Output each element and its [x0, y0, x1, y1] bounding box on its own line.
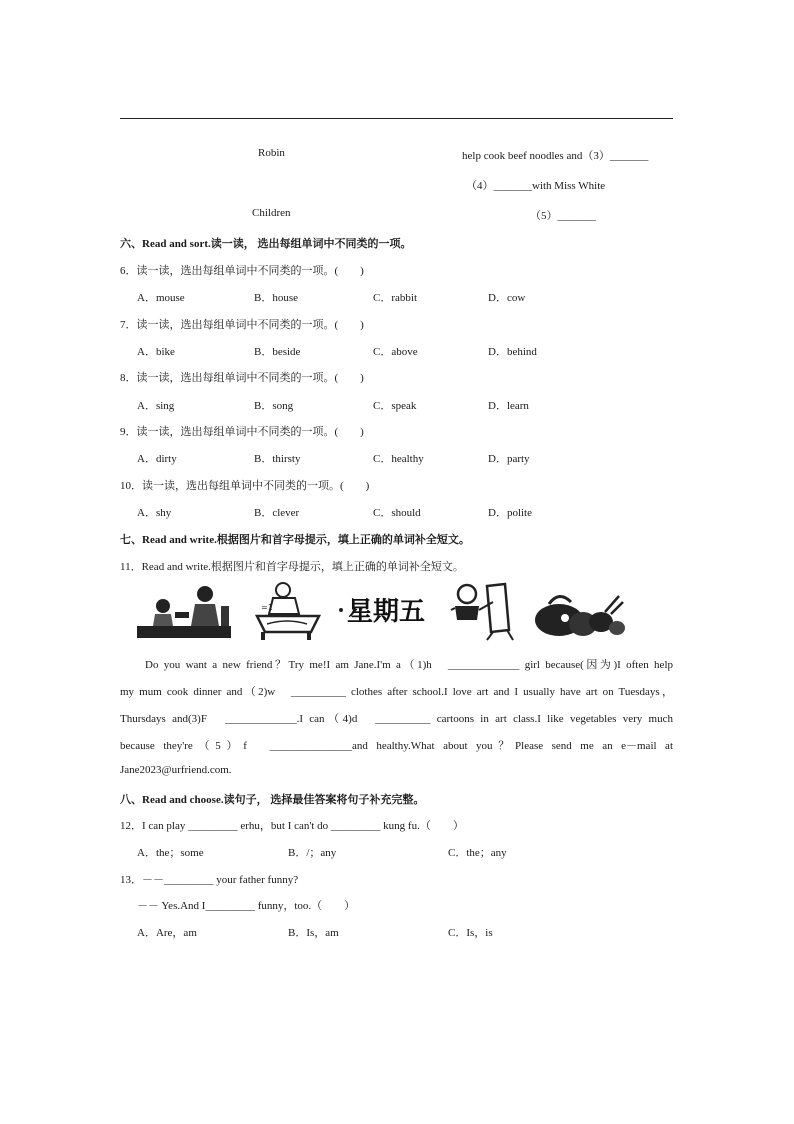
- q9-option-c: C．healthy: [373, 453, 424, 465]
- q6-option-b: B．house: [254, 292, 298, 304]
- q12-option-c: C．the；any: [448, 847, 507, 859]
- q10-option-b: B．clever: [254, 507, 300, 519]
- picture-clues-strip: [135, 580, 635, 642]
- q13-option-a: A．Are，am: [137, 927, 197, 939]
- table-cell-robin-task: help cook beef noodles and（3）_______: [462, 150, 649, 162]
- question-9-stem: 9．读一读，选出每组单词中不同类的一项。( ): [120, 426, 364, 438]
- question-12-stem: 12．I can play _________ erhu，but I can't do _________ kung fu.（ ）: [120, 820, 464, 832]
- header-rule: [120, 118, 673, 119]
- question-10-stem: 10．读一读，选出每组单词中不同类的一项。( ): [120, 480, 370, 492]
- question-13-reply: －－ Yes.And I_________ funny，too.（ ）: [137, 900, 356, 912]
- q7-option-a: A．bike: [137, 346, 175, 358]
- table-cell-children-task: （5）_______: [530, 210, 596, 222]
- q12-option-a: A．the；some: [137, 847, 204, 859]
- friday-label: 星期五: [347, 597, 426, 627]
- q7-option-d: D．behind: [488, 346, 537, 358]
- q7-option-c: C．above: [373, 346, 418, 358]
- drawing-picture-icon: [447, 580, 517, 642]
- cooking-picture-icon: [135, 582, 235, 642]
- question-11-stem: 11．Read and write.根据图片和首字母提示，填上正确的单词补全短文。: [120, 561, 464, 573]
- question-13-stem: 13．－－_________ your father funny?: [120, 874, 299, 886]
- washing-clothes-picture-icon: [247, 580, 327, 642]
- q13-option-b: B．Is，am: [288, 927, 339, 939]
- q7-option-b: B．beside: [254, 346, 301, 358]
- q6-option-a: A．mouse: [137, 292, 185, 304]
- table-cell-miss-white: （4）_______with Miss White: [466, 180, 606, 192]
- passage-line-1: Do you want a new friend？Try me!I am Jane.I'm a（1)h _____________ girl because(因为)I often help: [145, 659, 673, 671]
- q8-option-a: A．sing: [137, 400, 175, 412]
- q9-option-d: D．party: [488, 453, 530, 465]
- q12-option-b: B．/；any: [288, 847, 337, 859]
- table-cell-children: Children: [252, 207, 291, 219]
- section6-heading: 六、Read and sort.读一读， 选出每组单词中不同类的一项。: [120, 238, 412, 250]
- section7-heading: 七、Read and write.根据图片和首字母提示，填上正确的单词补全短文。: [120, 534, 470, 546]
- q8-option-b: B．song: [254, 400, 294, 412]
- friday-picture-icon: [335, 590, 427, 630]
- q6-option-d: D．cow: [488, 292, 526, 304]
- q10-option-a: A．shy: [137, 507, 172, 519]
- q8-option-c: C．speak: [373, 400, 417, 412]
- passage-line-3: Thursdays and(3)F _____________.I can（4)d __________ cartoons in art class.I like vegetables very much: [120, 713, 673, 725]
- q9-option-b: B．thirsty: [254, 453, 301, 465]
- vegetables-picture-icon: [531, 588, 627, 640]
- question-7-stem: 7．读一读，选出每组单词中不同类的一项。( ): [120, 319, 364, 331]
- svg-text:=1: =1: [261, 603, 273, 612]
- q10-option-d: D．polite: [488, 507, 532, 519]
- question-8-stem: 8．读一读，选出每组单词中不同类的一项。( ): [120, 372, 364, 384]
- question-6-stem: 6．读一读，选出每组单词中不同类的一项。( ): [120, 265, 364, 277]
- passage-line-2: my mum cook dinner and（2)w __________ clothes after school.I love art and I usually have art on Tuesdays，: [120, 686, 673, 698]
- passage-line-4: because they're（5）f _______________and healthy.What about you？Please send me an e－mail at: [120, 740, 673, 752]
- table-cell-robin: Robin: [258, 147, 285, 159]
- q9-option-a: A．dirty: [137, 453, 177, 465]
- passage-line-5: Jane2023@urfriend.com.: [120, 764, 232, 776]
- q10-option-c: C．should: [373, 507, 421, 519]
- q6-option-c: C．rabbit: [373, 292, 417, 304]
- section8-heading: 八、Read and choose.读句子， 选择最佳答案将句子补充完整。: [120, 794, 425, 806]
- q8-option-d: D．learn: [488, 400, 529, 412]
- q13-option-c: C．Is，is: [448, 927, 493, 939]
